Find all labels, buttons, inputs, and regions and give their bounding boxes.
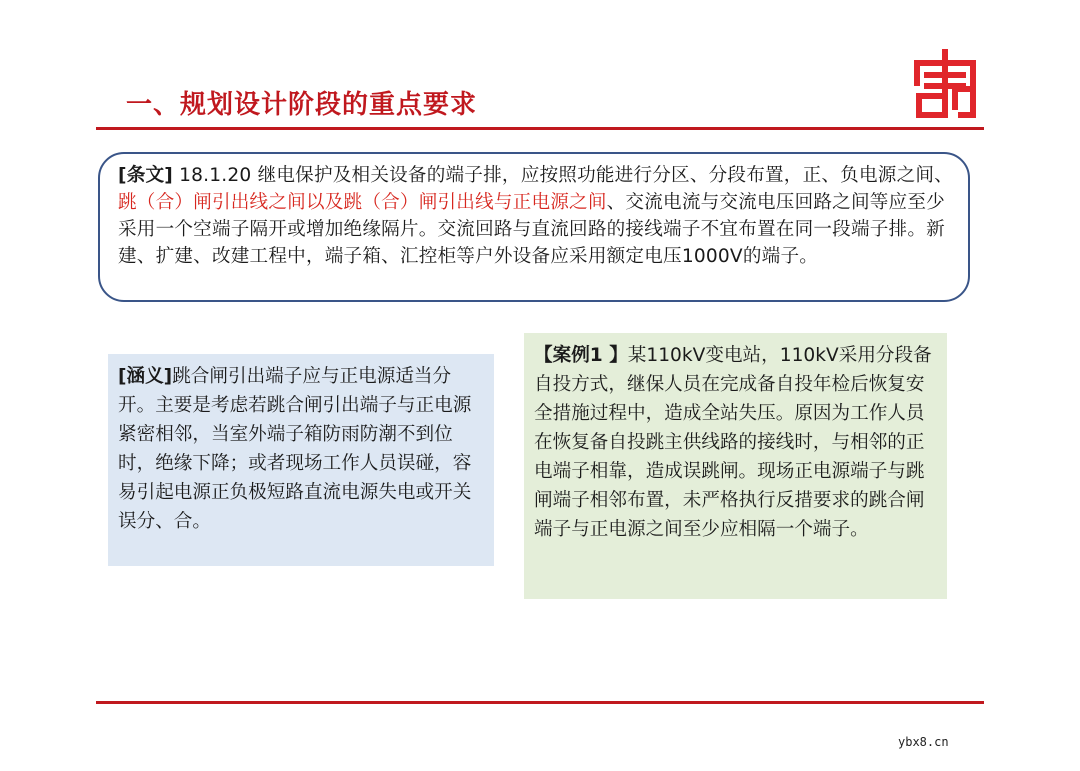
clause-text-before: 18.1.20 继电保护及相关设备的端子排，应按照功能进行分区、分段布置，正、负电源之间、 — [172, 165, 953, 186]
title-divider — [96, 127, 984, 130]
case-box — [524, 333, 947, 599]
page-title: 一、规划设计阶段的重点要求 — [126, 90, 478, 120]
clause-highlight: 跳（合）闸引出线之间以及跳（合）闸引出线与正电源之间 — [118, 192, 607, 213]
red-seal-logo-icon — [911, 49, 979, 119]
clause-text-after: 、交流电流与交流电压回路之间等应至少采用一个空端子隔开或增加绝缘隔片。交流回路与直流回路的接线端子不宜布置在同一段端子排。新建、扩建、改建工程中，端子箱、汇控柜等户外设备应采用额定电压1000V的端子。 — [118, 192, 945, 267]
case-text: 某110kV变电站，110kV采用分段备自投方式，继保人员在完成备自投年检后恢复安全措施过程中，造成全站失压。原因为工作人员在恢复备自投跳主供线路的接线时，与相邻的正电端子相靠，造成误跳闸。现场正电源端子与跳闸端子相邻布置，未严格执行反措要求的跳合闸端子与正电源之间至少应相隔一个端子。 — [534, 345, 932, 540]
footer-divider — [96, 701, 984, 704]
meaning-box — [108, 354, 494, 566]
meaning-text: 跳合闸引出端子应与正电源适当分开。主要是考虑若跳合闸引出端子与正电源紧密相邻，当室外端子箱防雨防潮不到位时，绝缘下降；或者现场工作人员误碰，容易引起电源正负极短路直流电源失电或开关误分、合。 — [118, 366, 472, 532]
clause-box — [98, 152, 970, 302]
meaning-tag: [涵义] — [118, 366, 173, 387]
clause-tag: [条文] — [118, 165, 173, 186]
footer-site-label: ybx8.cn — [898, 735, 949, 749]
case-tag: 【案例1 】 — [534, 345, 628, 366]
